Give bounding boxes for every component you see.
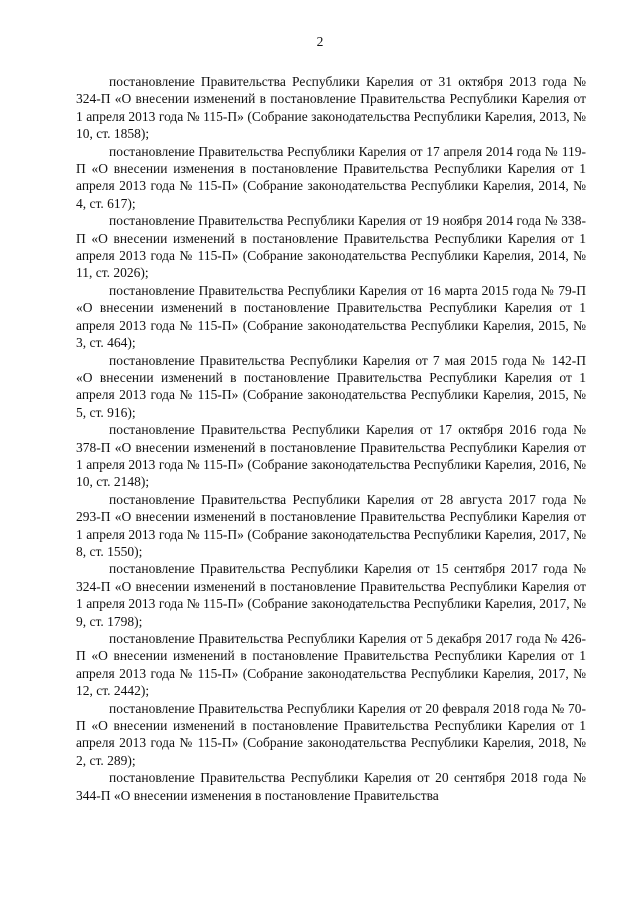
paragraph: постановление Правительства Республики Карелия от 31 октября 2013 года № 324-П «О внесении изменений в постановление Правительства Республики Карелия от 1 апреля 2013 года № 115-П» (Собрание законодательства Республики Карелия, 2013, № 10, ст. 1858); bbox=[76, 74, 586, 142]
paragraph: постановление Правительства Республики Карелия от 17 октября 2016 года № 378-П «О внесении изменений в постановление Правительства Республики Карелия от 1 апреля 2013 года № 115-П» (Собрание законодательства Республики Карелия, 2016, № 10, ст. 2148); bbox=[76, 422, 586, 490]
paragraph: постановление Правительства Республики Карелия от 20 сентября 2018 года № 344-П «О внесении изменения в постановление Правительства bbox=[76, 770, 586, 803]
paragraph: постановление Правительства Республики Карелия от 5 декабря 2017 года № 426-П «О внесении изменений в постановление Правительства Республики Карелия от 1 апреля 2013 года № 115-П» (Собрание законодательства Республики Карелия, 2017, № 12, ст. 2442); bbox=[76, 631, 586, 699]
paragraph: постановление Правительства Республики Карелия от 28 августа 2017 года № 293-П «О внесении изменений в постановление Правительства Республики Карелия от 1 апреля 2013 года № 115-П» (Собрание законодательства Республики Карелия, 2017, № 8, ст. 1550); bbox=[76, 491, 586, 559]
paragraph: постановление Правительства Республики Карелия от 16 марта 2015 года № 79-П «О внесении изменений в постановление Правительства Республики Карелия от 1 апреля 2013 года № 115-П» (Собрание законодательства Республики Карелия, 2015, № 3, ст. 464); bbox=[76, 282, 586, 351]
paragraph: постановление Правительства Республики Карелия от 17 апреля 2014 года № 119-П «О внесении изменения в постановление Правительства Республики Карелия от 1 апреля 2013 года № 115-П» (Собрание законодательства Республики Карелия, 2014, № 4, ст. 617); bbox=[76, 143, 586, 211]
paragraph: постановление Правительства Республики Карелия от 7 мая 2015 года № 142-П «О внесении изменений в постановление Правительства Республики Карелия от 1 апреля 2013 года № 115-П» (Собрание законодательства Республики Карелия, 2015, № 5, ст. 916); bbox=[76, 352, 586, 420]
paragraph: постановление Правительства Республики Карелия от 20 февраля 2018 года № 70-П «О внесении изменений в постановление Правительства Республики Карелия от 1 апреля 2013 года № 115-П» (Собрание законодательства Республики Карелия, 2018, № 2, ст. 289); bbox=[76, 700, 586, 768]
page-number: 2 bbox=[316, 34, 324, 49]
paragraph: постановление Правительства Республики Карелия от 19 ноября 2014 года № 338-П «О внесении изменений в постановление Правительства Республики Карелия от 1 апреля 2013 года № 115-П» (Собрание законодательства Республики Карелия, 2014, № 11, ст. 2026); bbox=[76, 213, 586, 281]
document-body bbox=[76, 73, 586, 804]
paragraph: постановление Правительства Республики Карелия от 15 сентября 2017 года № 324-П «О внесении изменений в постановление Правительства Республики Карелия от 1 апреля 2013 года № 115-П» (Собрание законодательства Республики Карелия, 2017, № 9, ст. 1798); bbox=[76, 561, 586, 629]
